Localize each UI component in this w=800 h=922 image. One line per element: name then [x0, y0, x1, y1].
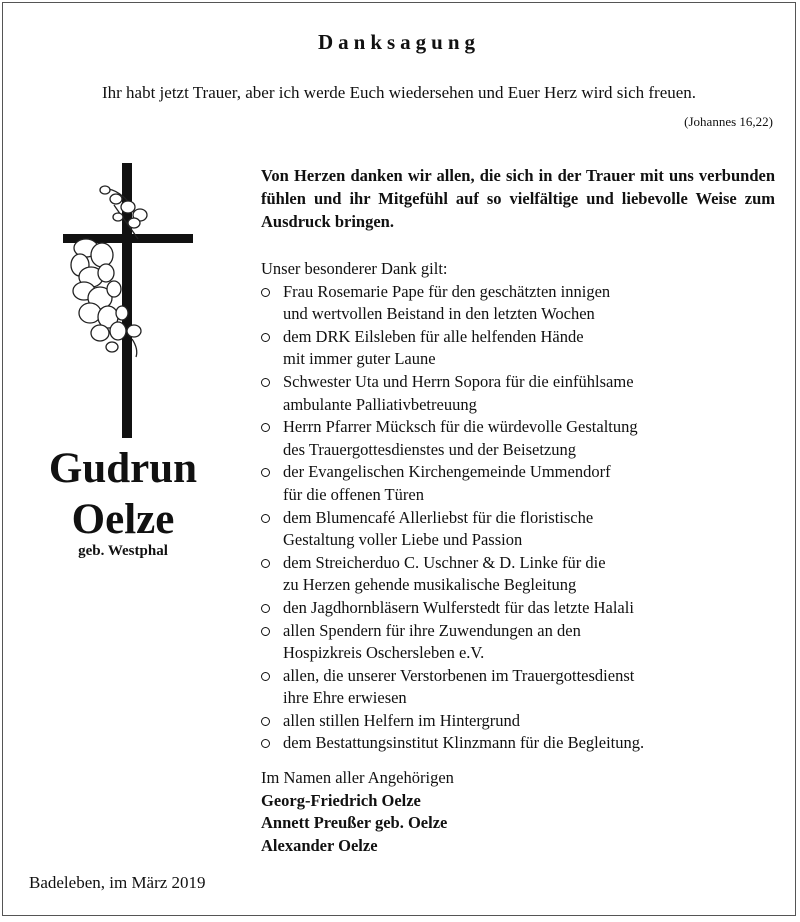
list-item-line: allen, die unserer Verstorbenen im Trauergottesdienst [283, 665, 635, 685]
list-item [261, 281, 781, 326]
place-date: Badeleben, im März 2019 [29, 873, 206, 892]
list-item-line: allen Spendern für ihre Zuwendungen an den [283, 620, 581, 640]
intro-text: Von Herzen danken wir allen, die sich in der Trauer mit uns verbunden fühlen und ihr Mitgefühl auf so vielfältige und liebevolle Weise zum Ausdruck bringen. [261, 166, 775, 231]
list-item-line: allen stillen Helfern im Hintergrund [283, 710, 521, 730]
circle-bullet-icon [261, 672, 270, 681]
circle-bullet-icon [261, 604, 270, 613]
list-item [261, 507, 781, 552]
list-item-line: für die offenen Türen [283, 484, 424, 504]
circle-bullet-icon [261, 333, 270, 342]
thanks-list [261, 281, 781, 755]
signature-block [261, 767, 454, 857]
circle-bullet-icon [261, 468, 270, 477]
list-item [261, 326, 781, 371]
list-item-line: zu Herzen gehende musikalische Begleitung [283, 575, 577, 595]
list-item-line: den Jagdhornbläsern Wulferstedt für das letzte Halali [283, 597, 634, 617]
list-item-line: des Trauergottesdienstes und der Beisetzung [283, 439, 576, 459]
list-item-line: ihre Ehre erwiesen [283, 688, 407, 708]
list-item [261, 552, 781, 597]
circle-bullet-icon [261, 423, 270, 432]
quote-source: (Johannes 16,22) [684, 114, 773, 129]
cross-with-flowers-icon [58, 163, 198, 438]
obituary-notice [2, 2, 796, 916]
list-item-line: Schwester Uta und Herrn Sopora für die einfühlsame [283, 371, 634, 391]
list-item-line: dem DRK Eilsleben für alle helfenden Hände [283, 326, 584, 346]
circle-bullet-icon [261, 739, 270, 748]
thanks-section [261, 258, 781, 755]
birth-name: geb. Westphal [78, 543, 168, 559]
list-item-line: dem Blumencafé Allerliebst für die floristische [283, 507, 594, 527]
deceased-last-name: Oelze [71, 496, 175, 543]
list-item-line: und wertvollen Beistand in den letzten Wochen [283, 304, 595, 324]
list-item [261, 416, 781, 461]
list-item-line: Herrn Pfarrer Mücksch für die würdevolle Gestaltung [283, 417, 638, 437]
bible-quote: Ihr habt jetzt Trauer, aber ich werde Euch wiedersehen und Euer Herz wird sich freuen. [101, 83, 697, 102]
list-item [261, 597, 781, 620]
notice-title: Danksagung [317, 30, 481, 54]
list-item-line: ambulante Palliativbetreuung [283, 394, 477, 414]
signature-intro: Im Namen aller Angehörigen [261, 768, 454, 787]
list-item-line: Frau Rosemarie Pape für den geschätzten innigen [283, 281, 611, 301]
list-item [261, 461, 781, 506]
list-item-line: der Evangelischen Kirchengemeinde Ummendorf [283, 462, 611, 482]
list-item-line: Gestaltung voller Liebe und Passion [283, 530, 523, 550]
circle-bullet-icon [261, 514, 270, 523]
signatory-name: Georg-Friedrich Oelze [261, 790, 421, 810]
list-item-line: dem Streicherduo C. Uschner & D. Linke für die [283, 552, 606, 572]
signatory-name: Annett Preußer geb. Oelze [261, 813, 448, 832]
list-item [261, 710, 781, 733]
thanks-heading: Unser besonderer Dank gilt: [261, 259, 448, 278]
circle-bullet-icon [261, 717, 270, 726]
list-item [261, 371, 781, 416]
list-item-line: Hospizkreis Oschersleben e.V. [283, 643, 485, 663]
circle-bullet-icon [261, 288, 270, 297]
circle-bullet-icon [261, 627, 270, 636]
list-item [261, 665, 781, 710]
list-item-line: dem Bestattungsinstitut Klinzmann für die Begleitung. [283, 733, 645, 753]
list-item-line: mit immer guter Laune [283, 349, 436, 369]
signatory-name: Alexander Oelze [261, 835, 378, 855]
circle-bullet-icon [261, 378, 270, 387]
list-item [261, 732, 781, 755]
circle-bullet-icon [261, 559, 270, 568]
deceased-first-name: Gudrun [48, 445, 198, 492]
list-item [261, 620, 781, 665]
